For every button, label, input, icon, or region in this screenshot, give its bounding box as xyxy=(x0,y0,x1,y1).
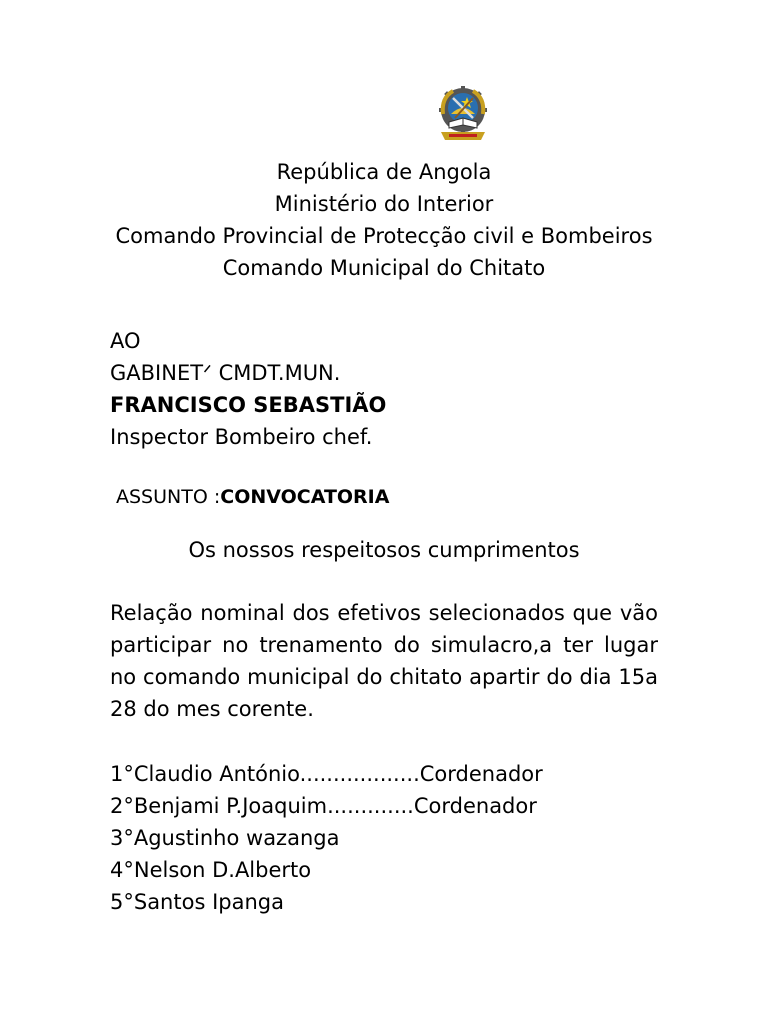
personnel-list xyxy=(110,758,543,918)
subject-label: ASSUNTO : xyxy=(116,486,221,508)
addressee-prefix: AO xyxy=(110,329,141,353)
list-item: 4°Nelson D.Alberto xyxy=(110,858,312,882)
subject-line xyxy=(116,481,389,513)
municipal-command: Comando Municipal do Chitato xyxy=(222,256,546,280)
addressee-block xyxy=(110,325,386,453)
list-item: 2°Benjami P.Joaquim.............Cordenador xyxy=(110,794,537,818)
list-item: 1°Claudio António..................Cordenador xyxy=(110,762,543,786)
list-item: 5°Santos Ipanga xyxy=(110,890,284,914)
country-name: República de Angola xyxy=(276,160,492,184)
subject-value: CONVOCATORIA xyxy=(220,486,390,508)
list-item: 3°Agustinho wazanga xyxy=(110,826,340,850)
addressee-office: GABINETᐟ CMDT.MUN. xyxy=(110,361,341,385)
body-paragraph: Relação nominal dos efetivos selecionados que vão participar no trenamento do simulacro,a ter lugar no comando municipal do chitato apartir do dia 15a 28 do mes corente. xyxy=(110,601,658,721)
provincial-command: Comando Provincial de Protecção civil e Bombeiros xyxy=(115,224,653,248)
angola-coat-of-arms-icon xyxy=(435,84,491,146)
addressee-name: FRANCISCO SEBASTIÃO xyxy=(110,393,387,417)
addressee-rank: Inspector Bombeiro chef. xyxy=(110,425,373,449)
ministry-name: Ministério do Interior xyxy=(274,192,494,216)
letterhead xyxy=(0,156,768,284)
greeting: Os nossos respeitosos cumprimentos xyxy=(188,538,580,562)
